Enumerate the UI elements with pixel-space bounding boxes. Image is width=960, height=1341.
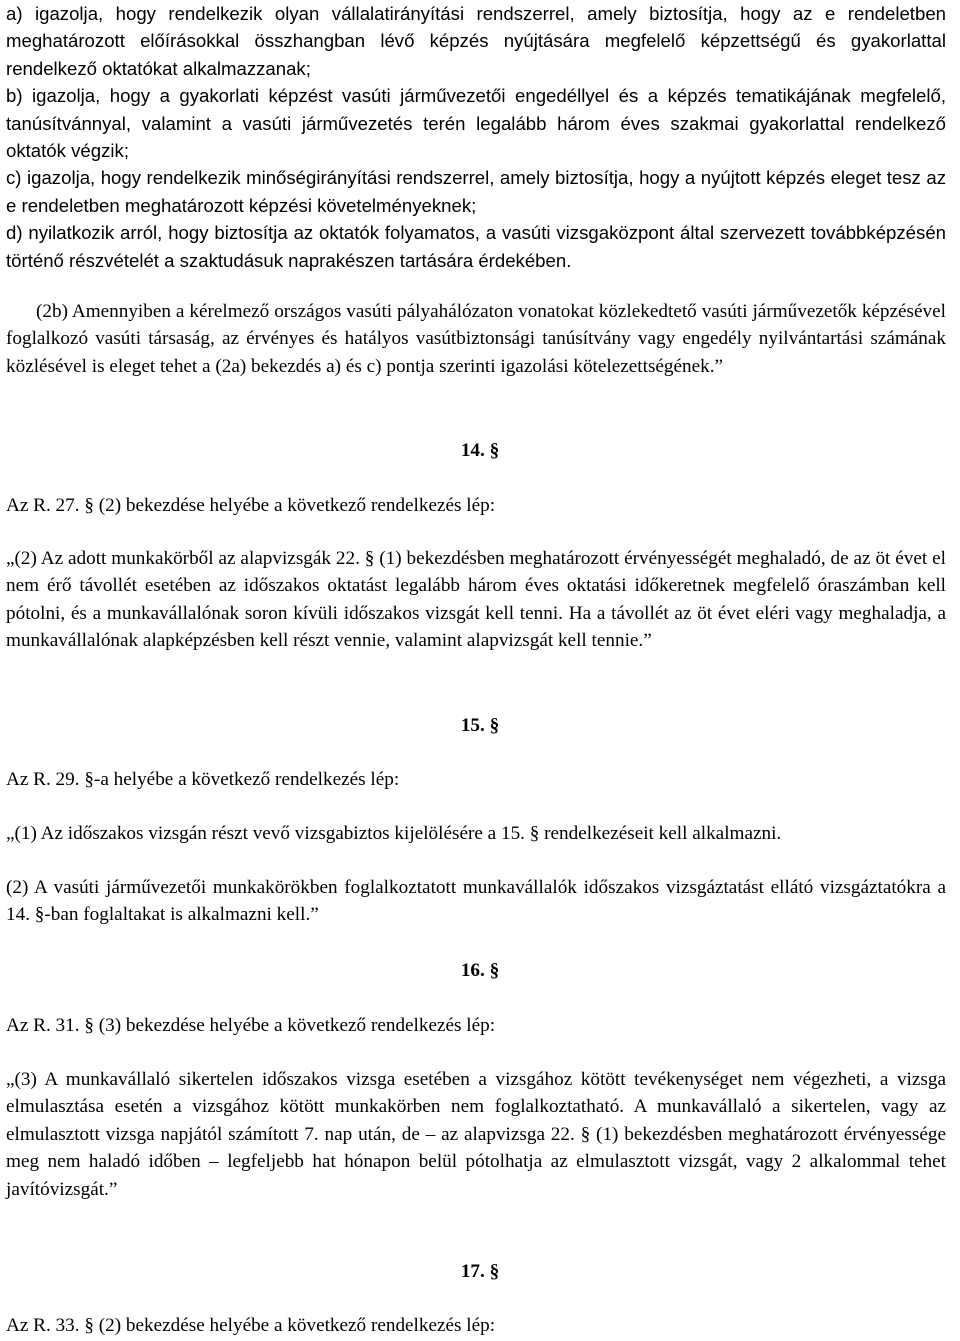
- section-16-heading: 16. §: [460, 960, 500, 981]
- section-17-intro: Az R. 33. § (2) bekezdése helyébe a következő rendelkezés lép:: [6, 1315, 496, 1336]
- list-item-c: c) igazolja, hogy rendelkezik minőségirányítási rendszerrel, amely biztosítja, hogy a nyújtott képzés eleget tesz az e rendeletben meghatározott képzési követelményeknek;: [6, 167, 946, 216]
- list-item-b: b) igazolja, hogy a gyakorlati képzést vasúti járművezetői engedéllyel és a képzés tematikájának megfelelő, tanúsítvánnyal, valamint a vasúti járművezetés terén legalább három éves szakmai gyakorlattal rendelkező oktatók végzik;: [6, 85, 946, 162]
- section-15-heading: 15. §: [460, 715, 500, 736]
- intro-list: [6, 0, 946, 274]
- section-16-intro: Az R. 31. § (3) bekezdése helyébe a következő rendelkezés lép:: [6, 1015, 496, 1036]
- paragraph-2b-text: (2b) Amennyiben a kérelmező országos vasúti pályahálózaton vonatokat közlekedtető vasúti járművezetők képzésével foglalkozó vasúti társaság, az érvényes és hatályos vasútbiztonsági tanúsítvány vagy engedély nyilvántartási számának közlésével is eleget tehet a (2a) bekezdés a) és c) pontja szerinti igazolási kötelezettségének.”: [6, 301, 946, 377]
- section-15-body-1: „(1) Az időszakos vizsgán részt vevő vizsgabiztos kijelölésére a 15. § rendelkezéseit kell alkalmazni.: [6, 823, 782, 844]
- section-14-heading: 14. §: [460, 440, 500, 461]
- section-14-intro: Az R. 27. § (2) bekezdése helyébe a következő rendelkezés lép:: [6, 495, 496, 516]
- list-item-a: a) igazolja, hogy rendelkezik olyan vállalatirányítási rendszerrel, amely biztosítja, hogy az e rendeletben meghatározott előírásokkal összhangban lévő képzés nyújtására megfelelő képzettségű és gyakorlattal rendelkező oktatókat alkalmazzanak;: [6, 3, 946, 79]
- section-16-body: „(3) A munkavállaló sikertelen időszakos vizsga esetében a vizsgához kötött tevékenységet nem végezheti, a vizsga elmulasztása esetén a vizsgához kötött munkakörben nem foglalkoztatható. A munkavállaló a sikertelen, vagy az elmulasztott vizsga napjától számított 7. nap után, de – az alapvizsga 22. § (1) bekezdésben meghatározott érvényessége meg nem haladó időben – legfeljebb hat hónapon belül pótolhatja az elmulasztott vizsgát, vagy 2 alkalommal tehet javítóvizsgát.”: [6, 1069, 946, 1200]
- section-14-body: „(2) Az adott munkakörből az alapvizsgák 22. § (1) bekezdésben meghatározott érvényességét meghaladó, de az öt évet el nem érő távollét esetében az időszakos oktatást legalább három éves oktatási időkeretnek megfelelő óraszámban kell pótolni, és a munkavállalónak soron kívüli időszakos vizsgát kell tenni. Ha a távollét az öt évet eléri vagy meghaladja, a munkavállalónak alapképzésben kell részt vennie, valamint alapvizsgát kell tennie.”: [6, 548, 946, 652]
- section-15-intro: Az R. 29. §-a helyébe a következő rendelkezés lép:: [6, 769, 400, 790]
- section-17-heading: 17. §: [460, 1261, 500, 1282]
- section-15-body-2: (2) A vasúti járművezetői munkakörökben foglalkoztatott munkavállalók időszakos vizsgáztatást ellátó vizsgáztatókra a 14. §-ban foglaltakat is alkalmazni kell.”: [6, 877, 946, 926]
- paragraph-2b: [6, 298, 946, 380]
- list-item-d: d) nyilatkozik arról, hogy biztosítja az oktatók folyamatos, a vasúti vizsgaközpont által szervezett továbbképzésén történő részvételét a szaktudásuk naprakészen tartására érdekében.: [6, 222, 946, 271]
